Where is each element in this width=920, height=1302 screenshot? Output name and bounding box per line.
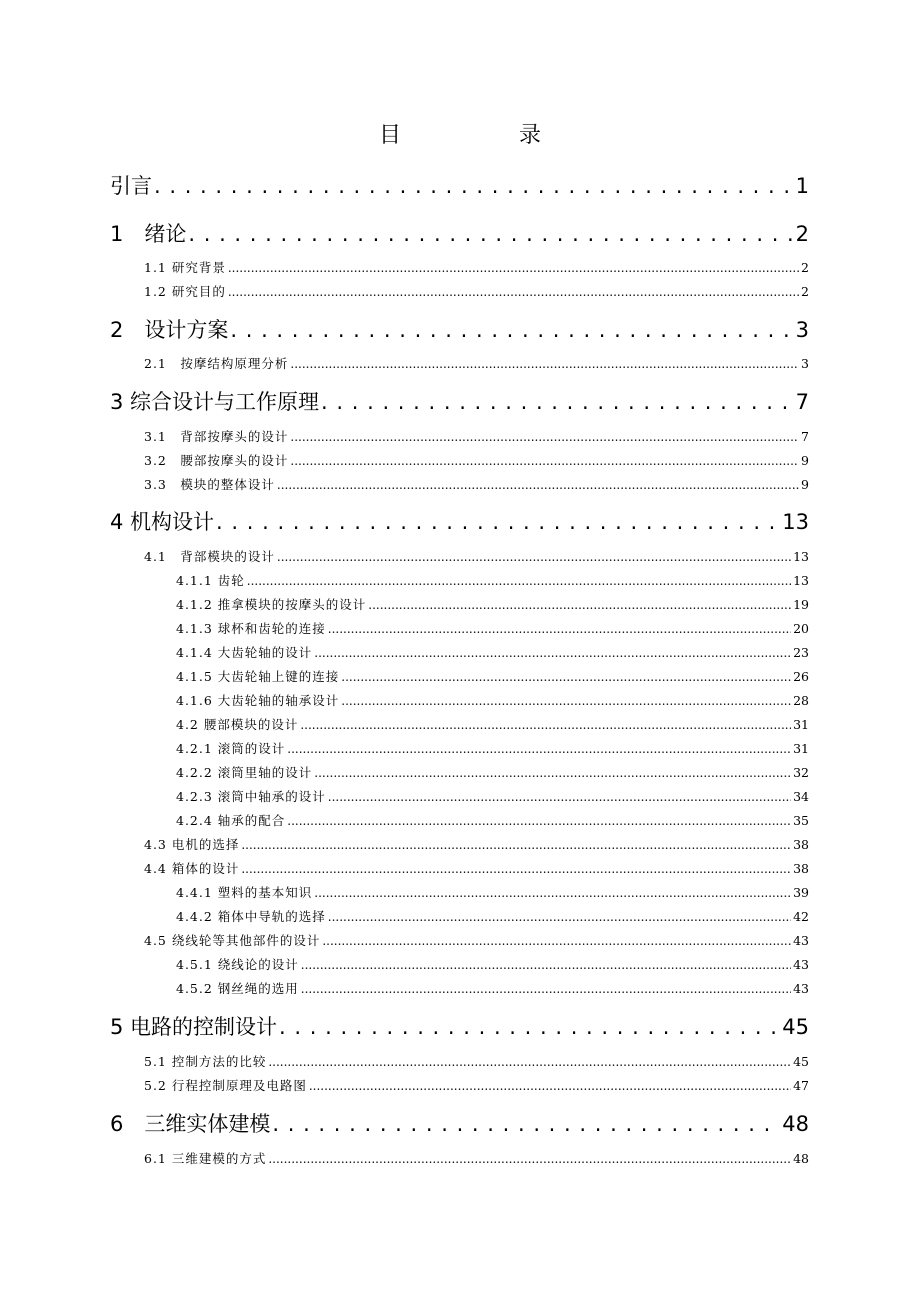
toc-leader xyxy=(287,813,791,828)
toc-entry-page: 13 xyxy=(782,510,809,534)
toc-entry[interactable] xyxy=(176,907,809,925)
toc-entry-label: 4 机构设计 xyxy=(110,510,215,534)
toc-entry-page: 38 xyxy=(793,837,809,852)
toc-entry-label: 4.1.6 大齿轮轴的轴承设计 xyxy=(176,693,340,708)
toc-leader xyxy=(321,390,794,414)
toc-entry-page: 9 xyxy=(801,477,809,492)
toc-entry-label: 2 设计方案 xyxy=(110,318,229,342)
toc-entry-page: 43 xyxy=(793,981,809,996)
toc-leader xyxy=(368,597,791,612)
toc-entry-page: 48 xyxy=(782,1112,809,1136)
toc-leader xyxy=(241,837,791,852)
toc-leader xyxy=(328,909,791,924)
toc-entry[interactable] xyxy=(144,1052,809,1070)
toc-entry[interactable] xyxy=(176,787,809,805)
toc-leader xyxy=(328,789,791,804)
toc-entry-label: 4.5.2 钢丝绳的选用 xyxy=(176,981,299,996)
toc-entry-label: 4.5 绕线轮等其他部件的设计 xyxy=(144,933,321,948)
toc-entry-label: 3.2 腰部按摩头的设计 xyxy=(144,453,289,468)
toc-entry-label: 4.2.2 滚筒里轴的设计 xyxy=(176,765,313,780)
toc-entry[interactable] xyxy=(144,931,809,949)
toc-entry[interactable] xyxy=(144,859,809,877)
toc-entry-label: 1.1 研究背景 xyxy=(144,260,226,275)
toc-leader xyxy=(241,861,791,876)
toc-entry-label: 4.1.1 齿轮 xyxy=(176,573,245,588)
toc-entry[interactable] xyxy=(144,258,809,276)
toc-entry-label: 4.1.2 推拿模块的按摩头的设计 xyxy=(176,597,367,612)
toc-entry-page: 28 xyxy=(793,693,809,708)
toc-entry-page: 34 xyxy=(793,789,809,804)
toc-leader xyxy=(272,1112,780,1136)
toc-entry[interactable] xyxy=(176,619,809,637)
toc-entry-page: 20 xyxy=(793,621,809,636)
toc-entry[interactable] xyxy=(110,314,809,344)
toc-entry-page: 45 xyxy=(782,1015,809,1039)
toc-leader xyxy=(228,284,799,299)
toc-leader xyxy=(216,510,780,534)
toc-entry-page: 48 xyxy=(793,1151,809,1166)
toc-entry-page: 13 xyxy=(793,549,809,564)
toc-leader xyxy=(154,174,794,198)
toc-entry-page: 9 xyxy=(801,453,809,468)
toc-leader xyxy=(301,981,791,996)
toc-leader xyxy=(279,1015,780,1039)
toc-entry-page: 43 xyxy=(793,933,809,948)
toc-entry-page: 31 xyxy=(793,717,809,732)
toc-entry-page: 7 xyxy=(801,429,809,444)
toc-entry[interactable] xyxy=(110,218,809,248)
toc-entry[interactable] xyxy=(176,595,809,613)
toc-entry-label: 4.1.3 球杯和齿轮的连接 xyxy=(176,621,326,636)
toc-entry-label: 4.1 背部模块的设计 xyxy=(144,549,275,564)
toc-entry[interactable] xyxy=(176,667,809,685)
toc-entry[interactable] xyxy=(176,643,809,661)
toc-leader xyxy=(341,693,791,708)
toc-entry[interactable] xyxy=(144,1076,809,1094)
toc-leader xyxy=(277,549,791,564)
toc-leader xyxy=(341,669,791,684)
toc-entry[interactable] xyxy=(176,691,809,709)
toc-entry[interactable] xyxy=(110,1011,809,1041)
toc-entry[interactable] xyxy=(144,1149,809,1167)
toc-entry-page: 2 xyxy=(795,222,809,246)
toc-entry-page: 32 xyxy=(793,765,809,780)
toc-entry[interactable] xyxy=(144,427,809,445)
toc-entry-page: 2 xyxy=(801,284,809,299)
toc-entry-label: 4.4.1 塑料的基本知识 xyxy=(176,885,313,900)
toc-title: 目 录 xyxy=(378,123,589,148)
toc-entry[interactable] xyxy=(176,739,809,757)
toc-leader xyxy=(268,1054,791,1069)
toc-entry-label: 1 绪论 xyxy=(110,222,187,246)
toc-entry-label: 6 三维实体建模 xyxy=(110,1112,271,1136)
toc-entry[interactable] xyxy=(144,282,809,300)
toc-entry-label: 4.1.4 大齿轮轴的设计 xyxy=(176,645,313,660)
toc-leader xyxy=(228,260,799,275)
toc-entry[interactable] xyxy=(110,386,809,416)
toc-entry-page: 3 xyxy=(795,318,809,342)
toc-entry-label: 4.2 腰部模块的设计 xyxy=(176,717,299,732)
toc-entry[interactable] xyxy=(144,354,809,372)
toc-leader xyxy=(314,645,791,660)
toc-entry-page: 45 xyxy=(793,1054,809,1069)
toc-entry-page: 3 xyxy=(801,356,809,371)
toc-leader xyxy=(328,621,791,636)
toc-entry-page: 35 xyxy=(793,813,809,828)
toc-leader xyxy=(290,429,799,444)
toc-leader xyxy=(314,885,791,900)
toc-leader xyxy=(290,453,799,468)
toc-entry[interactable] xyxy=(176,763,809,781)
toc-entry-page: 38 xyxy=(793,861,809,876)
toc-entry-label: 5 电路的控制设计 xyxy=(110,1015,278,1039)
toc-entry-page: 2 xyxy=(801,260,809,275)
toc-leader xyxy=(287,741,791,756)
toc-entry-page: 13 xyxy=(793,573,809,588)
toc-entry[interactable] xyxy=(110,1108,809,1138)
toc-entry-label: 4.2.4 轴承的配合 xyxy=(176,813,286,828)
toc-leader xyxy=(230,318,793,342)
toc-entry[interactable] xyxy=(176,883,809,901)
toc-entry-label: 3 综合设计与工作原理 xyxy=(110,390,320,414)
toc-entry-page: 31 xyxy=(793,741,809,756)
toc-entry-label: 6.1 三维建模的方式 xyxy=(144,1151,267,1166)
toc-entry[interactable] xyxy=(110,170,809,200)
toc-entry-label: 4.1.5 大齿轮轴上键的连接 xyxy=(176,669,340,684)
toc-entry-label: 4.2.1 滚筒的设计 xyxy=(176,741,286,756)
toc-entry-label: 4.2.3 滚筒中轴承的设计 xyxy=(176,789,326,804)
toc-entry-page: 42 xyxy=(793,909,809,924)
toc-entry[interactable] xyxy=(176,811,809,829)
toc-entry-page: 47 xyxy=(793,1078,809,1093)
toc-entry-label: 4.3 电机的选择 xyxy=(144,837,240,852)
toc-leader xyxy=(314,765,791,780)
toc-entry-label: 4.4 箱体的设计 xyxy=(144,861,240,876)
toc-entry-page: 1 xyxy=(795,174,809,198)
toc-entry-label: 4.5.1 绕线论的设计 xyxy=(176,957,299,972)
toc-entry-page: 7 xyxy=(795,390,809,414)
toc-entry[interactable] xyxy=(144,475,809,493)
toc-leader xyxy=(300,717,791,732)
toc-entry[interactable] xyxy=(176,571,809,589)
toc-leader xyxy=(277,477,799,492)
toc-leader xyxy=(247,573,791,588)
toc-leader xyxy=(301,957,791,972)
toc-entry[interactable] xyxy=(176,979,809,997)
toc-entry[interactable] xyxy=(144,835,809,853)
toc-leader xyxy=(268,1151,791,1166)
toc-entry[interactable] xyxy=(176,715,809,733)
toc-leader xyxy=(322,933,791,948)
toc-entry[interactable] xyxy=(144,547,809,565)
toc-entry[interactable] xyxy=(110,506,809,536)
toc-entry-label: 3.1 背部按摩头的设计 xyxy=(144,429,289,444)
toc-entry[interactable] xyxy=(144,451,809,469)
toc-entry[interactable] xyxy=(176,955,809,973)
toc-entry-page: 23 xyxy=(793,645,809,660)
toc-entry-label: 1.2 研究目的 xyxy=(144,284,226,299)
toc-leader xyxy=(309,1078,791,1093)
toc-entry-page: 39 xyxy=(793,885,809,900)
toc-entry-label: 3.3 模块的整体设计 xyxy=(144,477,275,492)
toc-leader xyxy=(290,356,799,371)
toc-entry-label: 5.2 行程控制原理及电路图 xyxy=(144,1078,307,1093)
toc-entry-label: 4.4.2 箱体中导轨的选择 xyxy=(176,909,326,924)
toc-entry-page: 26 xyxy=(793,669,809,684)
toc-entry-page: 19 xyxy=(793,597,809,612)
toc-entry-label: 2.1 按摩结构原理分析 xyxy=(144,356,289,371)
toc-entry-label: 5.1 控制方法的比较 xyxy=(144,1054,267,1069)
toc-entry-page: 43 xyxy=(793,957,809,972)
toc-leader xyxy=(188,222,793,246)
toc-entry-label: 引言 xyxy=(110,174,152,198)
